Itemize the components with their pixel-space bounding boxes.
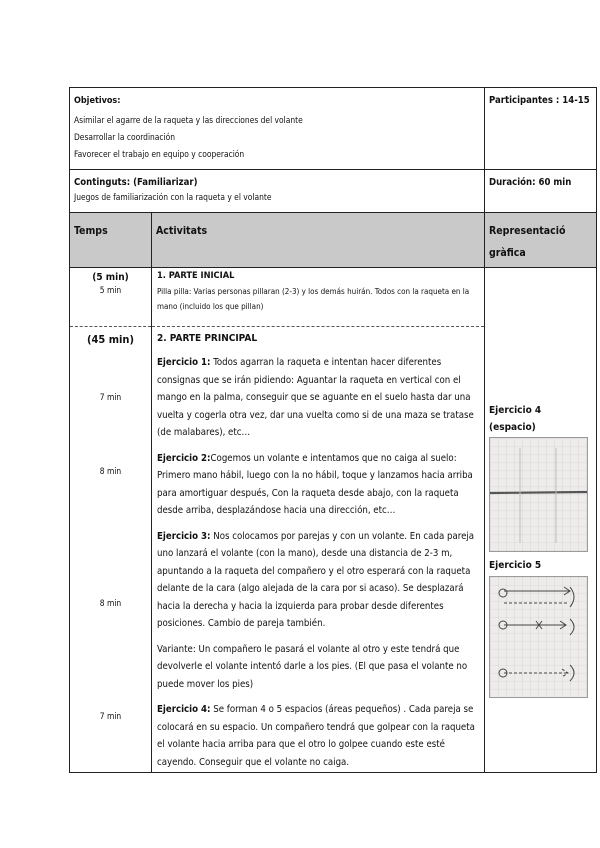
- main-title: 2. PARTE PRINCIPAL: [157, 333, 258, 344]
- column-header-representation: [484, 212, 597, 268]
- exercise-text: Nos colocamos por parejas y con un volante. En cada pareja uno lanzará el volante (con la mano), desde una distancia de 2-3 m, apuntando a la raqueta del compañero y el otro esperará con la raqueta delante de la cara (algo alejada de la cara por si acaso). Se desplazará hacia la derecha y hacia la izquierda para probar desde diferentes posiciones. Cambio de pareja también.: [157, 530, 475, 629]
- exercise-time: 7 min: [99, 711, 122, 721]
- time-header-label: Temps: [74, 225, 108, 237]
- objectives-heading: Objetivos:: [74, 96, 121, 106]
- main-total-time: (45 min): [86, 333, 134, 346]
- duration-label: Duración: 60 min: [489, 177, 572, 188]
- initial-total-time: (5 min): [92, 272, 129, 283]
- exercise-3: [157, 528, 479, 633]
- duration-cell: [484, 169, 597, 213]
- exercise-text: Se forman 4 o 5 espacios (áreas pequeños) . Cada pareja se colocará en su espacio. Un compañero tendrá que golpear con la raqueta el volante hacia arriba para que el otro lo golpee cuando este esté cayendo. Conseguir que el volante no caiga.: [157, 704, 475, 768]
- participants-cell: [484, 87, 597, 170]
- objective-item: Desarrollar la coordinación: [74, 132, 176, 142]
- arrows-drawing: [490, 577, 587, 697]
- exercise-4-sketch: [489, 437, 588, 552]
- exercise-label: Ejercicio 4:: [157, 704, 211, 715]
- initial-text: Pilla pilla: Varias personas pillaran (2-3) y los demás huirán. Todos con la raqueta en la mano (incluido los que pillan): [157, 287, 470, 311]
- grid-paper-drawing: [490, 438, 587, 551]
- activities-header-label: Activitats: [156, 225, 208, 237]
- exercise-label: Ejercicio 2:: [157, 452, 211, 464]
- main-section: [157, 332, 479, 779]
- exercise-label: Ejercicio 1:: [157, 357, 211, 368]
- objectives-cell: [69, 87, 485, 170]
- contents-heading: Continguts: (Familiarizar): [74, 177, 198, 188]
- exercise-time: 8 min: [99, 598, 122, 608]
- representation-header-label: Representació gràfica: [489, 225, 566, 259]
- exercise-5-graphic-label: Ejercicio 5: [489, 560, 542, 571]
- exercise-4: [157, 701, 479, 771]
- initial-sub-time: 5 min: [99, 285, 122, 295]
- exercise-text: Cogemos un volante e intentamos que no caiga al suelo: Primero mano hábil, luego con la no hábil, toque y lanzamos hacia arriba para amortiguar después, Con la raqueta desde abajo, con la raqueta desde arriba, desplazándose hacia una dirección, etc…: [157, 452, 473, 516]
- exercise-time: 8 min: [99, 466, 122, 476]
- column-header-time: [69, 212, 152, 268]
- session-plan-table: [69, 87, 597, 773]
- contents-text: Juegos de familiarización con la raqueta y el volante: [74, 192, 272, 202]
- exercise-text: Todos agarran la raqueta e intentan hacer diferentes consignas que se irán pidiendo: Aguantar la raqueta en vertical con el mango en la palma, conseguir que se aguante en el suelo hasta dar una vuelta y cogerla otra vez, dar una vuelta como si de una maza se tratase (de malabares), etc…: [157, 357, 474, 438]
- objective-item: Asimilar el agarre de la raqueta y las direcciones del volante: [74, 115, 303, 125]
- exercise-label: Ejercicio 3:: [157, 530, 211, 542]
- activities-divider: [152, 326, 484, 327]
- exercise-1: [157, 354, 479, 442]
- column-header-activities: [151, 212, 485, 268]
- exercise-3-variant: Variante: Un compañero le pasará el volante al otro y este tendrá que devolverle el volante intentó darle a los pies. (El que pasa el volante no puede mover los pies): [157, 643, 468, 690]
- time-divider: [70, 326, 151, 327]
- exercise-2: [157, 450, 479, 520]
- initial-section: [157, 269, 479, 314]
- objective-item: Favorecer el trabajo en equipo y cooperación: [74, 149, 245, 159]
- contents-cell: [69, 169, 485, 213]
- exercise-5-sketch: [489, 576, 588, 698]
- initial-title: 1. PARTE INICIAL: [157, 270, 235, 281]
- exercise-4-graphic-label: Ejercicio 4 (espacio): [489, 405, 542, 433]
- exercise-time: 7 min: [99, 392, 122, 402]
- participants-label: Participantes : 14-15: [489, 95, 590, 106]
